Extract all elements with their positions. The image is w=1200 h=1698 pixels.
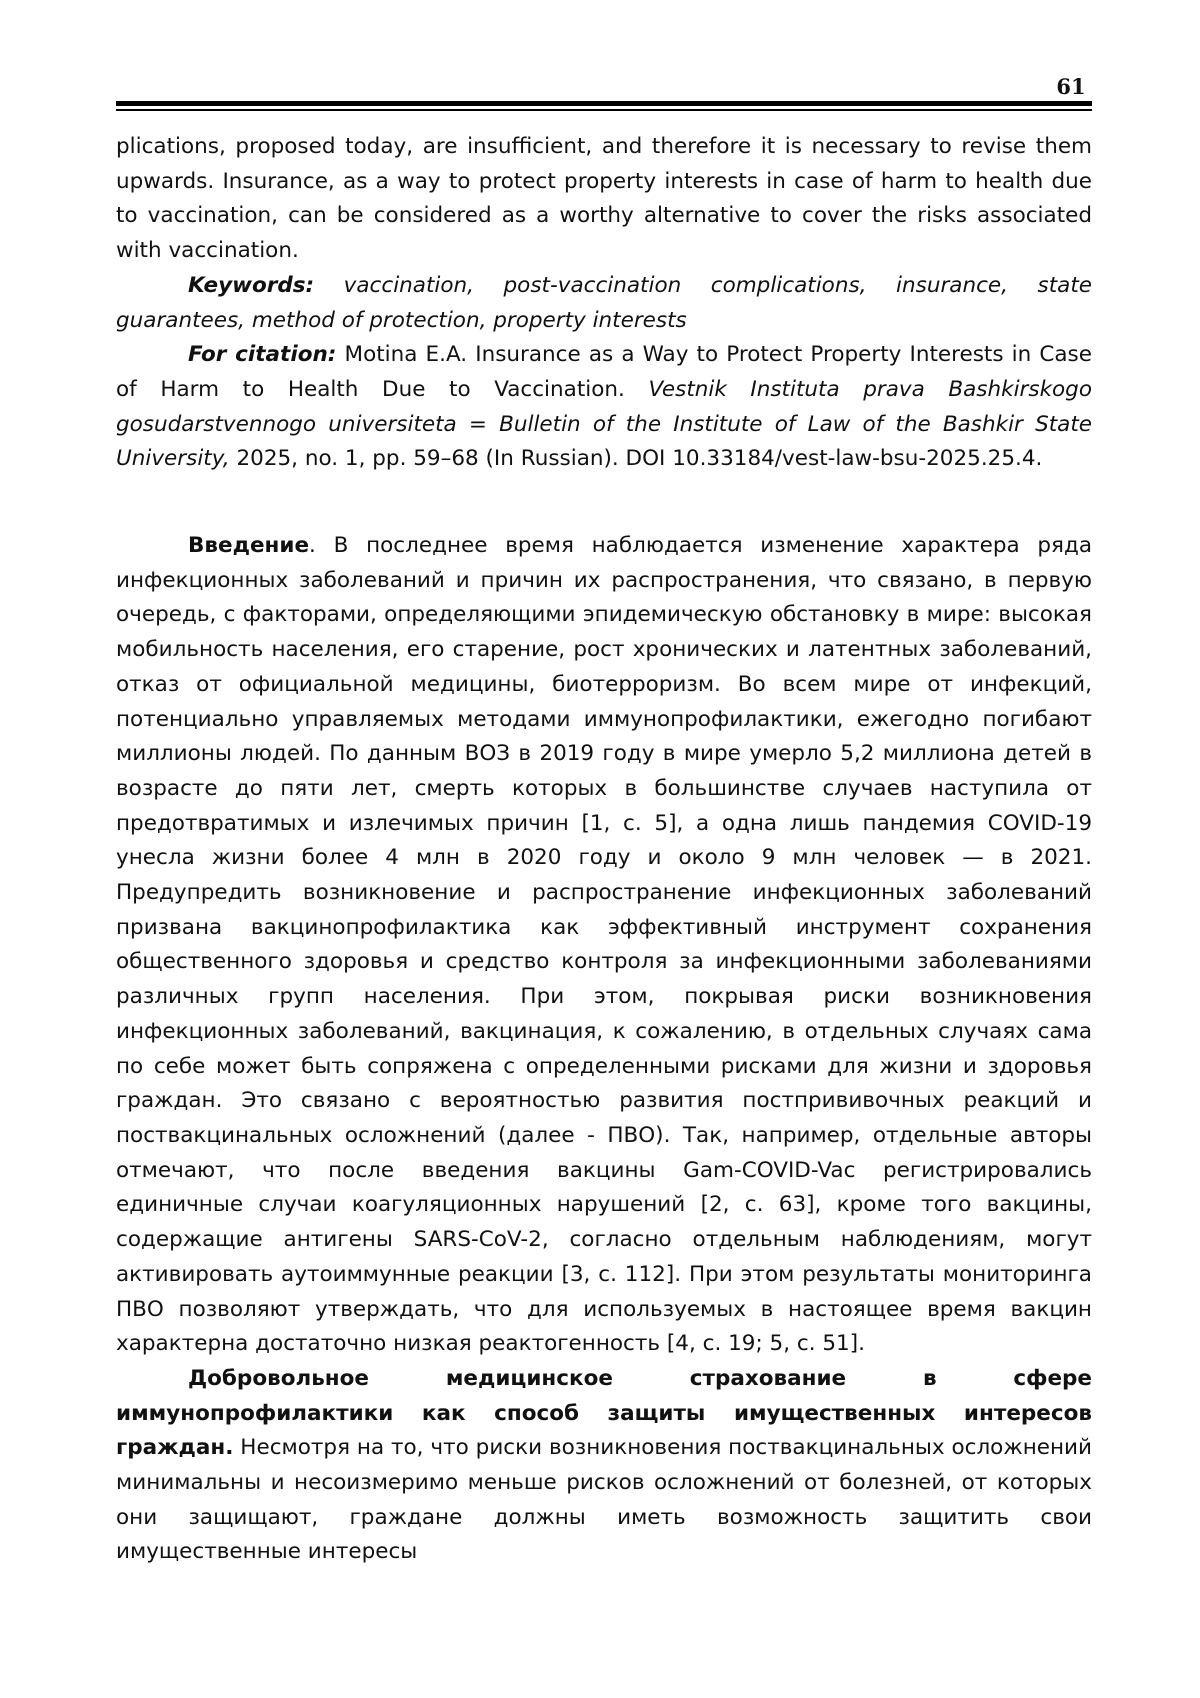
intro-heading: Введение (188, 533, 310, 559)
section2-paragraph (116, 1362, 1092, 1570)
abstract-paragraph: plications, proposed today, are insufficient, and therefore it is necessary to revise them upwards. Insurance, as a way to protect property interests in case of harm to health due to vaccination, can be considered as a worthy alternative to cover the risks associated with vaccination. (116, 134, 1092, 264)
citation-details: 2025, no. 1, pp. 59–68 (In Russian). DOI 10.33184/vest-law-bsu-2025.25.4. (236, 446, 1043, 472)
section2-text: Несмотря на то, что риски возникновения поствакцинальных осложнений минимальны и несоизмеримо меньше рисков осложнений от болезней, от которых они защищают, граждане должны иметь возможность защитить свои имущественные интересы (116, 1435, 1092, 1565)
citation-text: Motina E.A. Insurance as a Way to Protect Property Interests in Case of Harm to Health Due to Vaccination. (116, 342, 1092, 402)
intro-paragraph (116, 529, 1092, 1362)
header-rule-thick (116, 101, 1092, 106)
page-number: 61 (1056, 74, 1086, 99)
keywords-paragraph (116, 269, 1092, 338)
citation-journal: Vestnik Instituta prava Bashkirskogo gosudarstvennogo universiteta = Bulletin of the Institute of Law of the Bashkir State University, (116, 376, 1092, 472)
intro-text: . В последнее время наблюдается изменение характера ряда инфекционных заболеваний и причин их распространения, что связано, в первую очередь, с факторами, определяющими эпидемическую обстановку в мире: высокая мобильность населения, его старение, рост хронических и латентных заболеваний, отказ от официальной медицины, биотерроризм. Во всем мире от инфекций, потенциально управляемых методами иммунопрофилактики, ежегодно погибают миллионы людей. По данным ВОЗ в 2019 году в мире умерло 5,2 миллиона детей в возрасте до пяти лет, смерть которых в большинстве случаев наступила от предотвратимых и излечимых причин [1, с. 5], а одна лишь пандемия COVID-19 унесла жизни более 4 млн в 2020 году и около 9 млн человек — в 2021. Предупредить возникновение и распространение инфекционных заболеваний призвана вакцинопрофилактика как эффективный инструмент сохранения общественного здоровья и средство контроля за инфекционными заболеваниями различных групп населения. При этом, покрывая риски возникновения инфекционных заболеваний, вакцинация, к сожалению, в отдельных случаях сама по себе может быть сопряжена с определенными рисками для жизни и здоровья граждан. Это связано с вероятностью развития постпрививочных реакций и поствакцинальных осложнений (далее - ПВО). Так, например, отдельные авторы отмечают, что после введения вакцины Gam-COVID-Vac регистрировались единичные случаи коагуляционных нарушений [2, с. 63], кроме того вакцины, содержащие антигены SARS-CoV-2, согласно отдельным наблюдениям, могут активировать аутоиммунные реакции [3, с. 112]. При этом результаты мониторинга ПВО позволяют утверждать, что для используемых в настоящее время вакцин характерна достаточно низкая реактогенность [4, с. 19; 5, с. 51]. (116, 533, 1092, 1357)
page-content (116, 130, 1092, 1570)
citation-label: For citation: (188, 342, 337, 368)
header-rule-thin (116, 109, 1092, 111)
keywords-text: vaccination, post-vaccination complications, insurance, state guarantees, method of protection, property interests (116, 272, 1092, 333)
section2-heading: Добровольное медицинское страхование в сфере иммунопрофилактики как способ защиты имущественных интересов граждан. (116, 1365, 1092, 1461)
keywords-label: Keywords: (188, 272, 315, 298)
citation-paragraph (116, 338, 1092, 477)
